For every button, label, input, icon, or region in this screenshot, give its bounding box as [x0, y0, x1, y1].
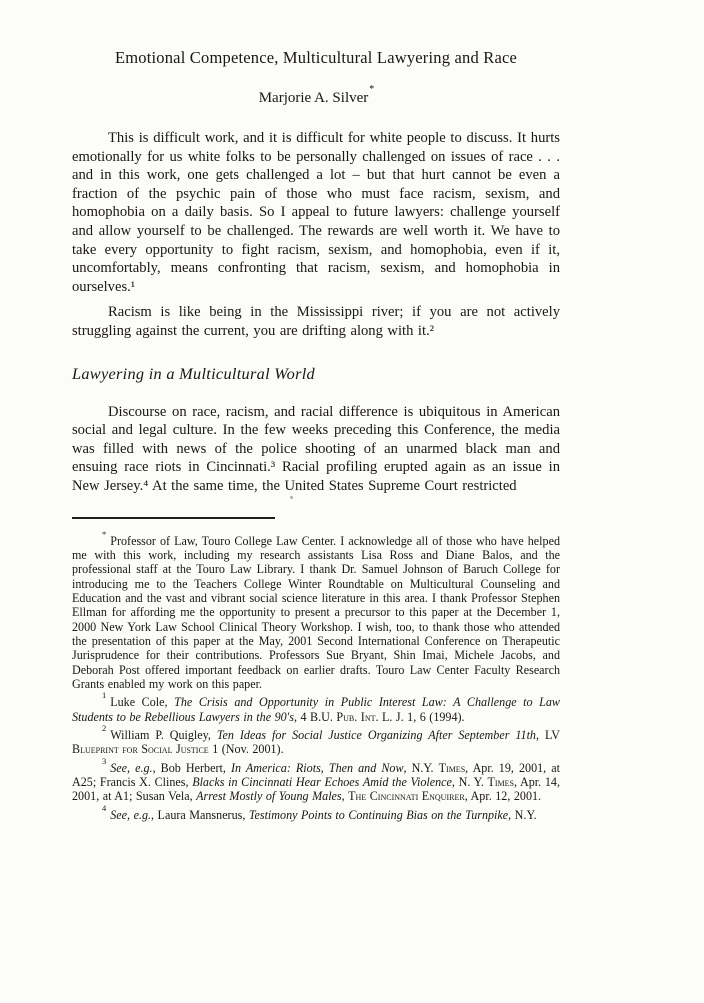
footnote-text-segment: Times: [438, 760, 466, 775]
author-line: [72, 85, 560, 107]
footnote-text-segment: 1, 6 (1994).: [403, 709, 465, 724]
footnote-text-segment: Blueprint for Social Justice: [72, 742, 209, 757]
footnote-text-segment: Luke Cole,: [110, 695, 175, 710]
footnote-text-segment: LV: [539, 728, 560, 743]
author-name: Marjorie A. Silver: [258, 90, 369, 106]
footnote-text-segment: , N. Y.: [451, 775, 488, 790]
text-column: [72, 0, 560, 822]
footnote-text-segment: Pub. Int. L. J.: [336, 709, 404, 724]
footnote-text-segment: Testimony Points to Continuing Bias on the Turnpike: [248, 807, 509, 822]
footnote-text-segment: See, e.g.: [110, 807, 152, 822]
article-body: [72, 129, 560, 496]
footnote-separator: [72, 517, 275, 519]
footnote-list: [72, 530, 560, 823]
footnote-text-segment: William P. Quigley,: [110, 728, 217, 743]
author-footnote-mark: *: [369, 84, 375, 95]
footnote: [72, 724, 560, 757]
footnote-text-segment: , Apr. 12, 2001.: [464, 789, 542, 804]
footnote-text-segment: , 4 B.U.: [293, 709, 337, 724]
article-title: Emotional Competence, Multicultural Lawyering and Race: [114, 48, 518, 67]
body-paragraph-3: Discourse on race, racism, and racial difference is ubiquitous in American social and legal culture. In the few weeks preceding this Conference, the media was filled with news of the police shooting of an unarmed black man and ensuing race riots in Cincinnati.³ Racial profiling erupted again as an issue in New Jersey.⁴ At the same time, the United States Supreme Court restricted: [72, 403, 560, 494]
footnote-text-segment: The Crisis and Opportunity in Public Interest Law: A Challenge to Law Students to be Rebellious Lawyers in the 90's: [72, 695, 560, 724]
footnotes-section: [72, 517, 560, 823]
body-paragraph-1: This is difficult work, and it is difficult for white people to discuss. It hurts emotionally for us white folks to be personally challenged on issues of race . . . and in this work, one gets challenged a lot – but that hurt cannot be even a fraction of the psychic pain of those who must face racism, sexism, and homophobia on a daily basis. So I appeal to future lawyers: challenge yourself and allow yourself to be challenged. The rewards are well worth it. We have to take every opportunity to fight racism, sexism, and homophobia, even if it, uncomfortably, means confronting that racism, sexism, and homophobia in ourselves.¹: [72, 130, 560, 295]
footnote: [72, 691, 560, 724]
footnote-text-segment: Professor of Law, Touro College Law Center. I acknowledge all of those who have helped me with this work, including my research assistants Lisa Ross and Diane Balos, and the professional staff at the Touro Law Library. I thank Dr. Samuel Johnson of Baruch College for introducing me to the Teachers College Winter Roundtable on Multicultural Counseling and Education and the vast and vibrant social science literature in this area. I thank Professor Stephen Ellman for affording me the opportunity to present a precursor to this paper at the December 1, 2000 New York Law School Clinical Theory Workshop. I wish, too, to thank those who attended the presentation of this paper at the May, 2001 Second International Conference on Therapeutic Jurisprudence for their contributions. Professors Sue Bryant, Shin Imai, Michele Jacobs, and Deborah Post offered important feedback on earlier drafts. Touro Law Center Faculty Research Grants enabled my work on this paper.: [72, 533, 560, 691]
footnote-marker: 3: [102, 755, 107, 766]
footnote: [72, 530, 560, 692]
footnote-text-segment: The Cincinnati Enquirer: [348, 789, 465, 804]
footnote-text-segment: Arrest Mostly of Young Males: [196, 789, 342, 804]
footnote: [72, 804, 560, 822]
section-heading: Lawyering in a Multicultural World: [72, 363, 315, 383]
footnote-text-segment: Ten Ideas for Social Justice Organizing After September 11th,: [216, 728, 540, 743]
footnote-marker: *: [102, 528, 107, 539]
footnote-text-segment: , Apr. 19, 2001, at A25; Francis X. Clines,: [72, 760, 560, 790]
footnote-text-segment: Times: [487, 775, 514, 790]
footnote-marker: 1: [102, 690, 107, 701]
footnote-text-segment: In America: Riots, Then and Now: [230, 760, 404, 775]
footnote-text-segment: , N.Y.: [403, 760, 439, 775]
footnote-marker: 4: [102, 802, 107, 813]
footnote-text-segment: , N.Y.: [508, 807, 537, 822]
footnote-text-segment: 1 (Nov. 2001).: [208, 742, 284, 757]
footnote-text-segment: ,: [341, 789, 349, 804]
body-paragraph-2: Racism is like being in the Mississippi river; if you are not actively struggling against the current, you are drifting along with it.²: [72, 304, 560, 339]
footnote-text-segment: , Apr. 14, 2001, at A1; Susan Vela,: [72, 775, 560, 804]
footnote: [72, 757, 560, 804]
footnote-marker: 2: [102, 723, 107, 734]
footnote-text-segment: See, e.g.: [110, 760, 153, 775]
scan-artifact-speck: [290, 496, 293, 499]
footnote-text-segment: , Laura Mansnerus,: [151, 807, 249, 822]
footnote-text-segment: , Bob Herbert,: [152, 760, 231, 775]
footnote-text-segment: Blacks in Cincinnati Hear Echoes Amid the Violence: [192, 775, 452, 790]
